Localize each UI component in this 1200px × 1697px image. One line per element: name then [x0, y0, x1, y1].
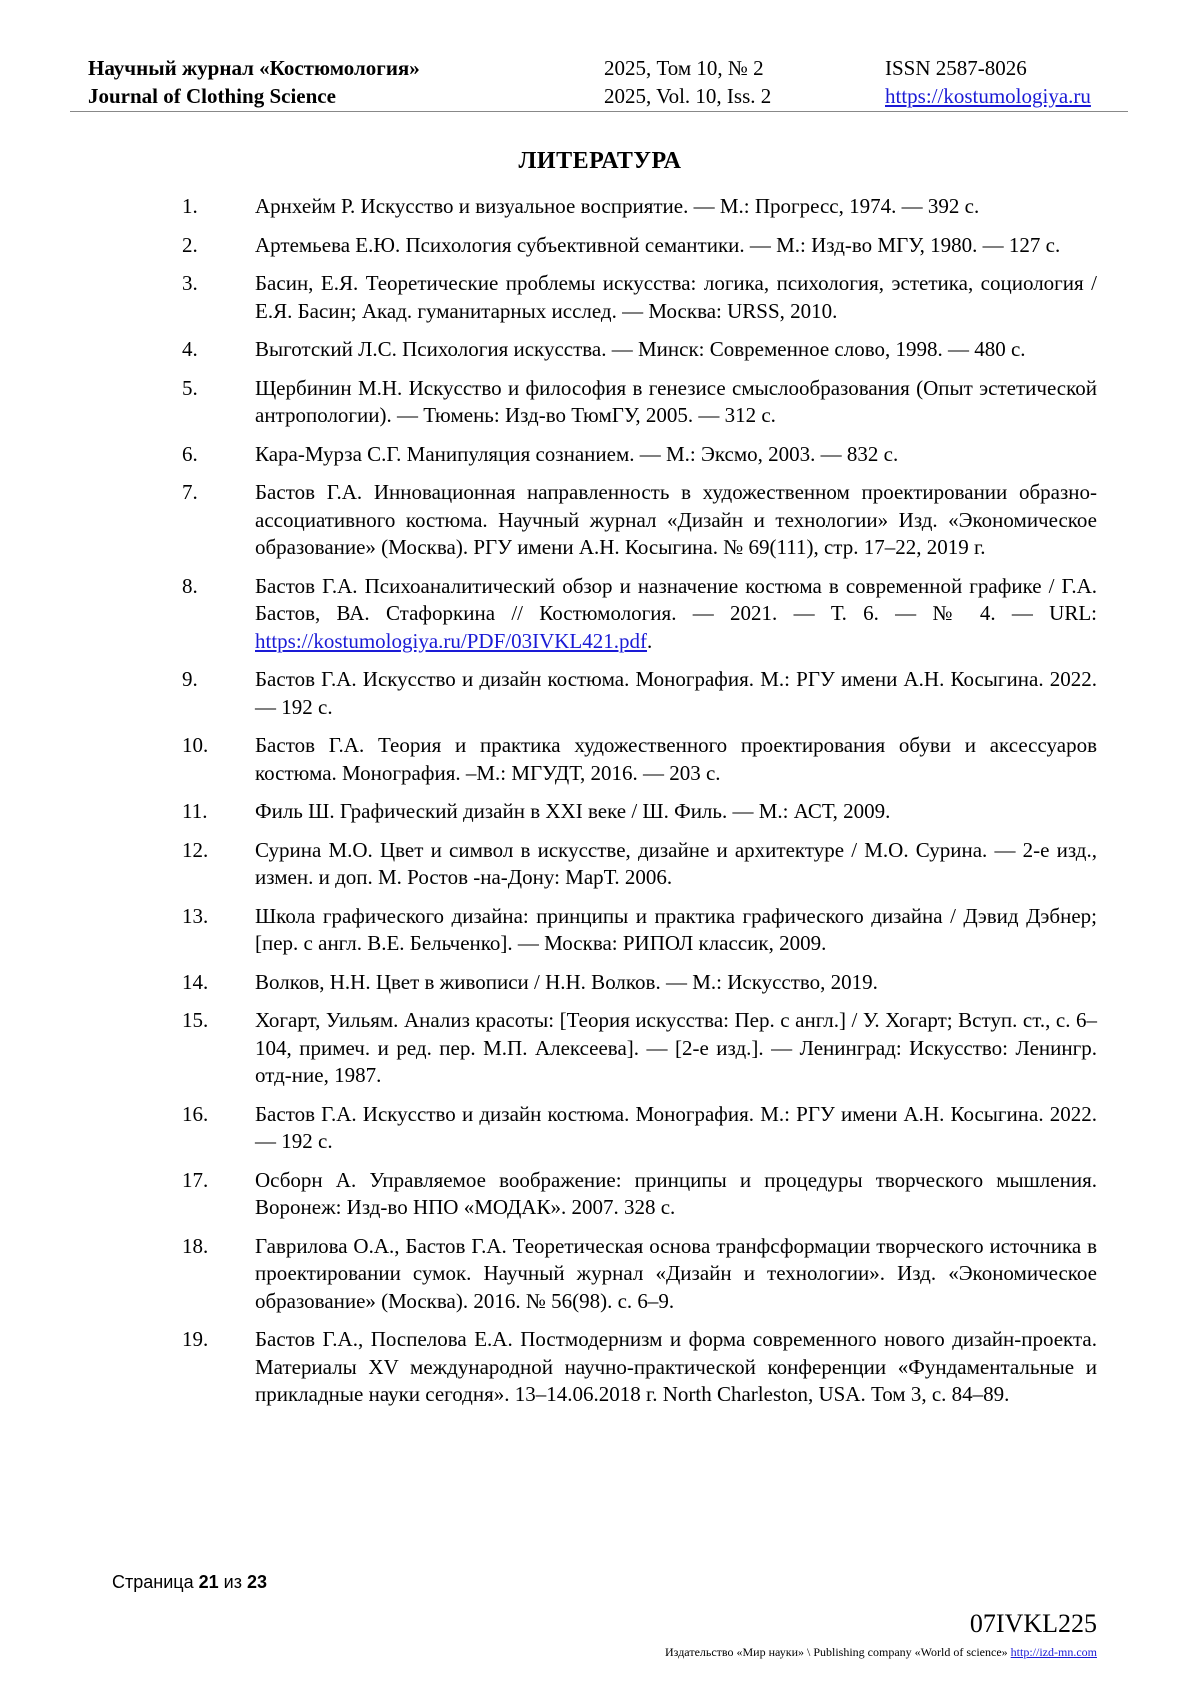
reference-number: 10. [182, 733, 209, 757]
reference-text: Арнхейм Р. Искусство и визуальное восприятие. — М.: Прогресс, 1974. — 392 с. [255, 194, 980, 218]
reference-text: Школа графического дизайна: принципы и практика графического дизайна / Дэвид Дэбнер; [пер. с англ. В.Е. Бельченко]. — Москва: РИПОЛ классик, 2009. [255, 903, 1097, 955]
page-counter [112, 1572, 267, 1593]
issn-number: ISSN 2587-8026 [885, 56, 1027, 80]
reference-text: Бастов Г.А. Инновационная направленность в художественном проектировании образно-ассоциативного костюма. Научный журнал «Дизайн и технологии» Изд. «Экономическое образование» (Москва). РГУ имени А.Н. Косыгина. № 69(111), стр. 17–22, 2019 г. [255, 480, 1097, 559]
reference-number: 14. [182, 969, 209, 994]
reference-text-before-link: Бастов Г.А. Психоаналитический обзор и назначение костюма в современной графике / Г.А. Бастов, ВА. Стафоркина // Костюмология. — 2021. — Т. 6. — № 4. — URL: [255, 573, 1097, 625]
reference-item [182, 903, 1097, 958]
reference-item [182, 1101, 1097, 1156]
reference-item [182, 573, 1097, 656]
reference-text: Артемьева Е.Ю. Психология субъективной семантики. — М.: Изд-во МГУ, 1980. — 127 с. [255, 232, 1061, 257]
reference-item [182, 837, 1097, 892]
reference-text: Хогарт, Уильям. Анализ красоты: [Теория искусства: Пер. с англ.] / У. Хогарт; Вступ. ст., с. 6–104, примеч. и ред. пер. М.П. Алексеева]. — [2-е изд.]. — Ленинград: Искусство: Ленингр. отд-ние, 1987. [255, 1008, 1097, 1087]
reference-number: 1. [182, 194, 198, 218]
reference-text [255, 573, 1097, 656]
reference-item [182, 336, 1097, 364]
reference-list [182, 193, 1097, 1420]
reference-item [182, 798, 1097, 826]
publisher-text: Издательство «Мир науки» \ Publishing company «World of science» [665, 1645, 1008, 1659]
reference-number: 17. [182, 1167, 209, 1192]
reference-number: 15. [182, 1008, 209, 1032]
page-total: 23 [246, 1572, 268, 1592]
reference-number: 16. [182, 1101, 209, 1126]
reference-text: Волков, Н.Н. Цвет в живописи / Н.Н. Волков. — М.: Искусство, 2019. [255, 969, 878, 994]
reference-url-link[interactable]: https://kostumologiya.ru/PDF/03IVKL421.pdf [255, 628, 648, 653]
page-counter-sep: из [223, 1572, 242, 1592]
page-counter-prefix: Страница [112, 1572, 194, 1592]
reference-number: 5. [182, 375, 198, 400]
reference-text: Басин, Е.Я. Теоретические проблемы искусства: логика, психология, эстетика, социология / Е.Я. Басин; Акад. гуманитарных исслед. — Москва: URSS, 2010. [255, 271, 1097, 323]
reference-number: 2. [182, 232, 198, 257]
reference-item [182, 732, 1097, 787]
reference-number: 19. [182, 1327, 209, 1351]
reference-text: Кара-Мурза С.Г. Манипуляция сознанием. — М.: Эксмо, 2003. — 832 с. [255, 441, 899, 466]
reference-text: Выготский Л.С. Психология искусства. — Минск: Современное слово, 1998. — 480 с. [255, 337, 1026, 361]
issue-info-block [604, 54, 771, 110]
reference-number: 11. [182, 799, 208, 823]
reference-number: 3. [182, 271, 198, 295]
reference-number: 8. [182, 573, 198, 598]
reference-text: Бастов Г.А. Искусство и дизайн костюма. Монография. М.: РГУ имени А.Н. Косыгина. 2022. — 192 с. [255, 667, 1097, 719]
reference-text: Щербинин М.Н. Искусство и философия в генезисе смыслообразования (Опыт эстетической антропологии). — Тюмень: Изд-во ТюмГУ, 2005. — 312 с. [255, 375, 1097, 427]
publisher-link[interactable]: http://izd-mn.com [1010, 1645, 1097, 1659]
journal-name-en: Journal of Clothing Science [88, 84, 336, 108]
reference-item [182, 441, 1097, 469]
header-divider [70, 111, 1128, 112]
reference-item [182, 479, 1097, 562]
reference-text: Сурина М.О. Цвет и символ в искусстве, дизайне и архитектуре / М.О. Сурина. — 2-е изд., измен. и доп. М. Ростов -на-Дону: МарТ. 2006. [255, 837, 1097, 889]
reference-text-after-link: . [647, 628, 653, 653]
reference-text: Бастов Г.А. Теория и практика художественного проектирования обуви и аксессуаров костюма. Монография. –М.: МГУДТ, 2016. — 203 с. [255, 733, 1097, 785]
reference-number: 4. [182, 337, 198, 361]
section-title: ЛИТЕРАТУРА [518, 148, 682, 174]
reference-item [182, 666, 1097, 721]
reference-number: 7. [182, 480, 198, 504]
reference-item [182, 375, 1097, 430]
reference-text: Филь Ш. Графический дизайн в XXI веке / Ш. Филь. — М.: АСТ, 2009. [255, 799, 891, 823]
journal-name-block [88, 54, 420, 110]
issn-block [885, 54, 1091, 110]
journal-name-ru: Научный журнал «Костюмология» [88, 56, 420, 80]
reference-item [182, 1233, 1097, 1316]
issue-info-en: 2025, Vol. 10, Iss. 2 [604, 84, 772, 108]
reference-number: 9. [182, 667, 198, 691]
reference-item [182, 1167, 1097, 1222]
reference-text: Гаврилова О.А., Бастов Г.А. Теоретическая основа транфсформации творческого источника в проектировании сумок. Научный журнал «Дизайн и технологии». Изд. «Экономическое образование» (Москва). 2016. № 56(98). с. 6–9. [255, 1233, 1097, 1313]
journal-website-link[interactable]: https://kostumologiya.ru [885, 84, 1091, 108]
article-code: 07IVKL225 [969, 1609, 1097, 1638]
reference-item [182, 969, 1097, 997]
issue-info-ru: 2025, Том 10, № 2 [604, 56, 764, 80]
reference-text: Бастов Г.А. Искусство и дизайн костюма. Монография. М.: РГУ имени А.Н. Косыгина. 2022. — 192 с. [255, 1101, 1097, 1153]
reference-item [182, 270, 1097, 325]
reference-text: Осборн А. Управляемое воображение: принципы и процедуры творческого мышления. Воронеж: Изд-во НПО «МОДАК». 2007. 328 с. [255, 1167, 1097, 1219]
reference-item [182, 232, 1097, 260]
publisher-line [665, 1645, 1097, 1660]
reference-number: 18. [182, 1233, 209, 1258]
reference-item [182, 193, 1097, 221]
reference-item [182, 1007, 1097, 1090]
reference-text: Бастов Г.А., Поспелова Е.А. Постмодернизм и форма современного нового дизайн-проекта. Материалы XV международной научно-практической конференции «Фундаментальные и прикладные науки сегодня». 13–14.06.2018 г. North Charleston, USA. Том 3, с. 84–89. [255, 1327, 1097, 1406]
reference-number: 6. [182, 441, 198, 466]
reference-item [182, 1326, 1097, 1409]
page-current: 21 [198, 1572, 219, 1592]
reference-number: 12. [182, 837, 209, 862]
reference-number: 13. [182, 903, 209, 928]
